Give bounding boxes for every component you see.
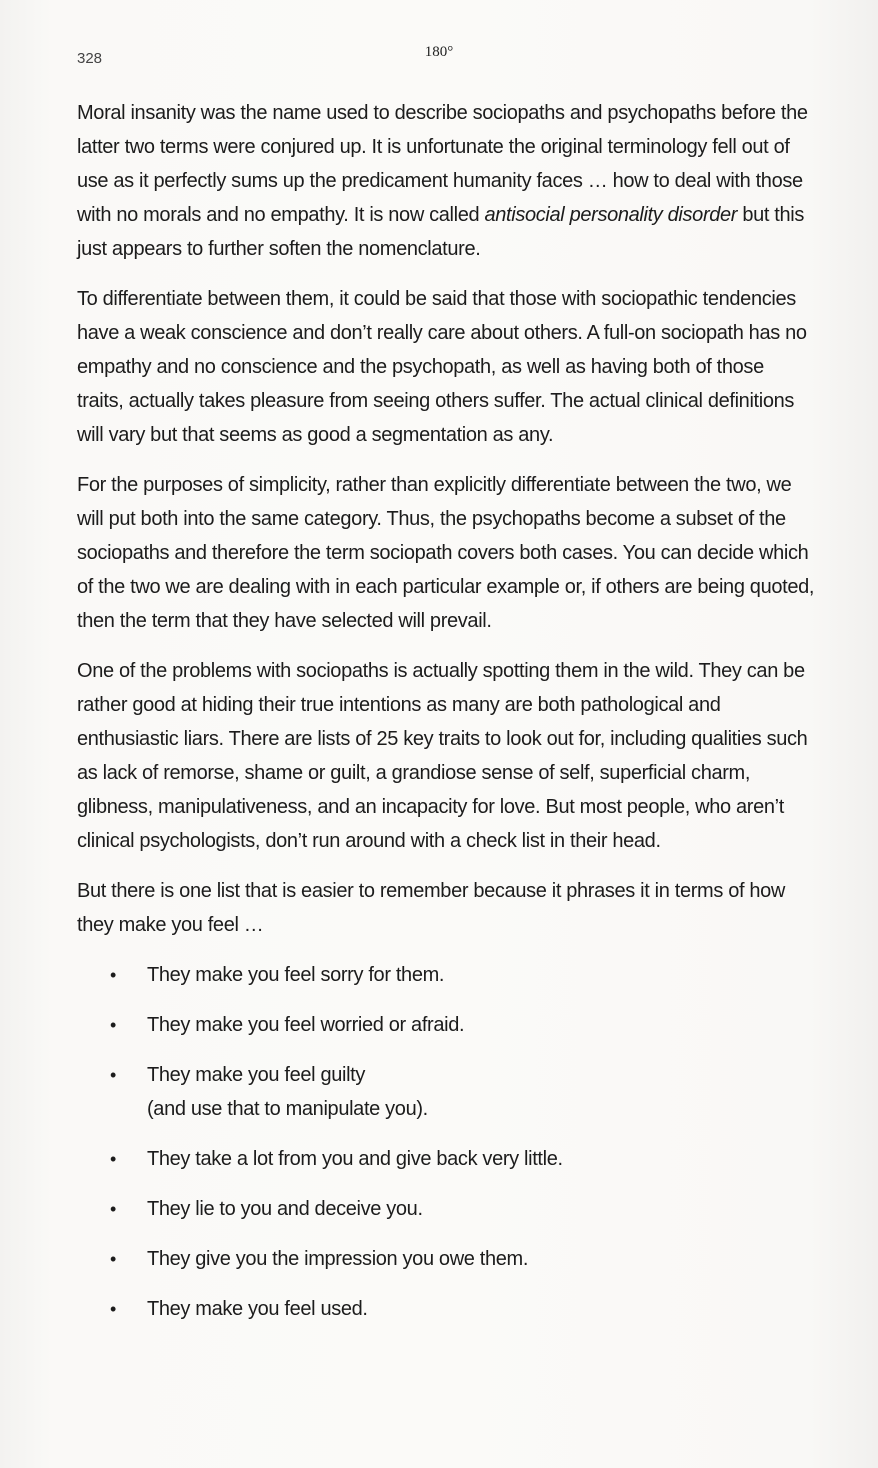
paragraph-simplicity <box>77 468 815 638</box>
paragraph-text: but this just appears to further soften the nomenclature. <box>77 204 805 260</box>
list-item-text: They take a lot from you and give back very little. <box>147 1148 563 1170</box>
body-text <box>77 96 815 1342</box>
list-item <box>77 1142 815 1176</box>
list-item-text: They lie to you and deceive you. <box>147 1198 423 1220</box>
list-item-text: They make you feel guilty <box>147 1064 366 1086</box>
page-number: 328 <box>77 50 103 67</box>
paragraph-text: One of the problems with sociopaths is actually spotting them in the wild. They can be rather good at hiding their true intentions as many are both pathological and enthusiastic liars. There are lists of 25 key traits to look out for, including qualities such as lack of remorse, shame or guilt, a grandiose sense of self, superficial charm, glibness, manipulativeness, and an incapacity for love. But most people, who aren’t clinical psychologists, don’t run around with a check list in their head. <box>77 660 808 852</box>
bullet-icon: • <box>110 965 116 985</box>
list-item-text: They make you feel worried or afraid. <box>147 1014 465 1036</box>
list-item-text: They give you the impression you owe them. <box>147 1248 529 1270</box>
paragraph-text: To differentiate between them, it could be said that those with sociopathic tendencies have a weak conscience and don’t really care about others. A full-on sociopath has no empathy and no conscience and the psychopath, as well as having both of those traits, actually takes pleasure from seeing others suffer. The actual clinical definitions will vary but that seems as good a segmentation as any. <box>77 288 807 446</box>
bullet-icon: • <box>110 1149 116 1169</box>
paragraph-spotting <box>77 654 815 858</box>
list-item-text: They make you feel used. <box>147 1298 368 1320</box>
paragraph-text: But there is one list that is easier to remember because it phrases it in terms of how they make you feel … <box>77 880 786 936</box>
running-head: 180° <box>424 44 454 60</box>
bullet-icon: • <box>110 1299 116 1319</box>
emphasized-term: antisocial personality disorder <box>484 204 738 226</box>
paragraph-list-intro <box>77 874 815 942</box>
list-item <box>77 1058 815 1126</box>
list-item <box>77 958 815 992</box>
list-item <box>77 1008 815 1042</box>
list-item-text-continued: (and use that to manipulate you). <box>147 1098 428 1120</box>
bullet-icon: • <box>110 1199 116 1219</box>
list-item <box>77 1292 815 1326</box>
paragraph-moral-insanity <box>77 96 815 266</box>
paragraph-text: Moral insanity was the name used to describe sociopaths and psychopaths before the latter two terms were conjured up. It is unfortunate the original terminology fell out of use as it perfectly sums up the predicament humanity faces … how to deal with those with no morals and no empathy. It is now called <box>77 102 808 226</box>
bullet-list <box>77 958 815 1326</box>
bullet-icon: • <box>110 1065 116 1085</box>
list-item-text: They make you feel sorry for them. <box>147 964 445 986</box>
paragraph-text: For the purposes of simplicity, rather than explicitly differentiate between the two, we will put both into the same category. Thus, the psychopaths become a subset of the sociopaths and therefore the term sociopath covers both cases. You can decide which of the two we are dealing with in each particular example or, if others are being quoted, then the term that they have selected will prevail. <box>77 474 815 632</box>
list-item <box>77 1192 815 1226</box>
paragraph-differentiate <box>77 282 815 452</box>
bullet-icon: • <box>110 1015 116 1035</box>
bullet-icon: • <box>110 1249 116 1269</box>
list-item <box>77 1242 815 1276</box>
